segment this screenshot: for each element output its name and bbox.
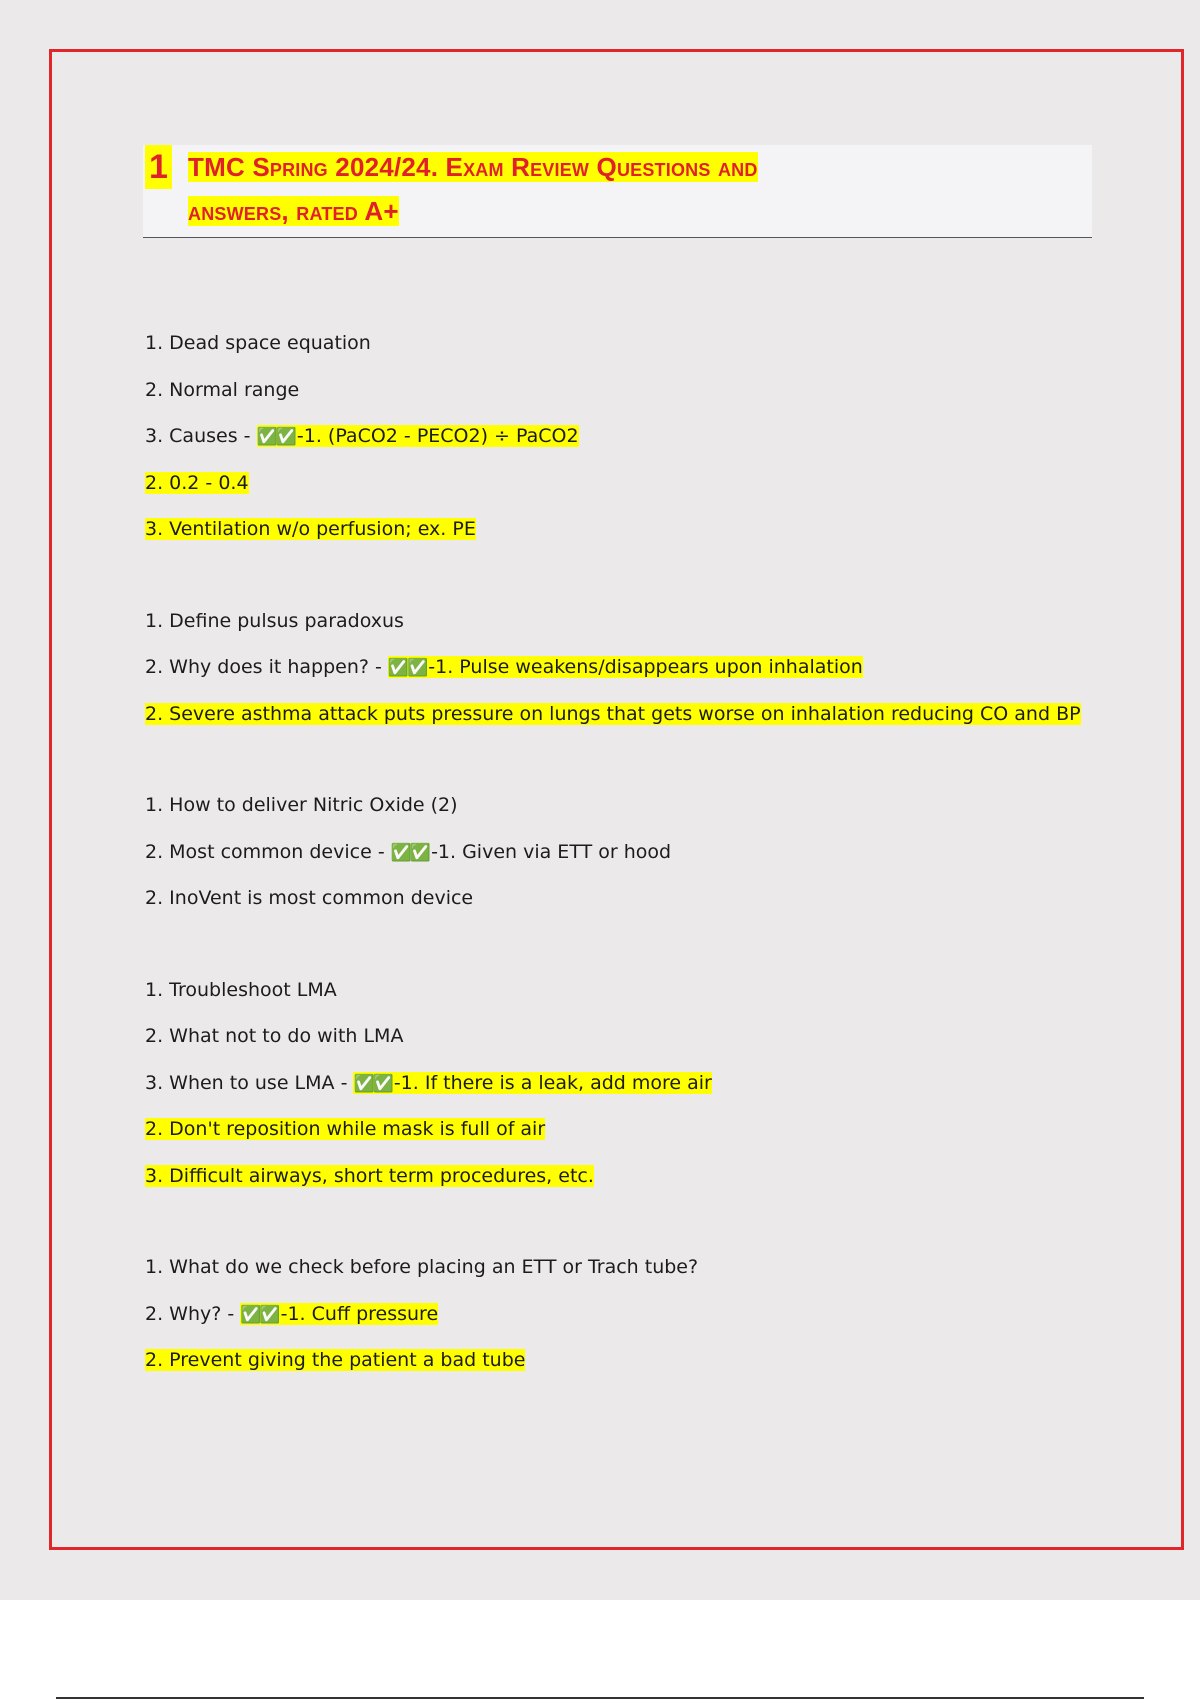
answer-text: 2. Don't reposition while mask is full of air — [145, 1118, 546, 1140]
qa-line — [145, 1063, 1065, 1110]
title-line-2: answers, rated A+ — [188, 196, 399, 226]
check-icon: ✅✅ — [390, 842, 430, 863]
qa-line — [145, 370, 1065, 417]
qa-line — [145, 1156, 1065, 1203]
qa-line — [145, 463, 1065, 510]
check-icon: ✅✅ — [256, 427, 295, 447]
question-text: 1. Dead space equation — [145, 332, 371, 354]
qa-block — [145, 601, 1081, 741]
question-text: 1. How to deliver Nitric Oxide (2) — [145, 794, 458, 816]
qa-block — [145, 785, 1065, 925]
title-line-1: TMC Spring 2024/24. Exam Review Questions and — [188, 152, 758, 182]
question-text: 3. When to use LMA - — [145, 1071, 354, 1094]
answer-text: 2. Severe asthma attack puts pressure on lungs that gets worse on inhalation reducing CO and BP — [145, 702, 1081, 725]
question-text: 2. Why does it happen? - — [145, 656, 388, 678]
answer-highlight — [240, 1303, 438, 1325]
answer-text: -1. Pulse weakens/disappears upon inhalation — [428, 656, 863, 678]
qa-line — [145, 878, 1065, 925]
qa-line — [145, 1294, 1065, 1341]
question-text: 2. Why? - — [145, 1302, 241, 1325]
answer-highlight — [145, 1118, 545, 1140]
qa-line — [145, 601, 1065, 648]
answer-highlight — [353, 1072, 711, 1094]
answer-text: 3. Ventilation w/o perfusion; ex. PE — [145, 518, 476, 540]
question-text: 1. What do we check before placing an ETT or Trach tube? — [145, 1256, 699, 1278]
question-text: 1. Define pulsus paradoxus — [145, 609, 404, 632]
heading-number: 1 — [145, 145, 172, 189]
answer-text: -1. (PaCO2 - PECO2) ÷ PaCO2 — [296, 425, 579, 447]
qa-line — [145, 1340, 1065, 1387]
qa-line — [145, 1109, 1065, 1156]
answer-text: -1. Cuff pressure — [280, 1302, 439, 1325]
answer-highlight — [145, 1349, 525, 1371]
answer-highlight — [145, 703, 1081, 725]
answer-highlight — [145, 518, 476, 540]
footer-rule — [56, 1697, 1144, 1699]
question-text: 2. What not to do with LMA — [145, 1025, 404, 1047]
qa-block — [145, 323, 1065, 556]
answer-text: 2. 0.2 - 0.4 — [145, 471, 249, 494]
qa-line — [145, 416, 1065, 463]
qa-line — [145, 647, 1065, 694]
qa-line — [145, 509, 1065, 556]
check-icon: ✅✅ — [387, 658, 427, 678]
qa-line — [145, 694, 1081, 741]
answer-text: 2. Prevent giving the patient a bad tube — [145, 1349, 526, 1371]
qa-line — [145, 832, 1065, 879]
answer-highlight — [145, 1165, 594, 1187]
answer-highlight — [257, 425, 579, 447]
document-title — [188, 145, 1068, 233]
qa-block — [145, 1247, 1065, 1387]
check-icon: ✅✅ — [240, 1304, 279, 1325]
question-text: 2. Normal range — [145, 378, 300, 401]
question-text: 1. Troubleshoot LMA — [145, 978, 337, 1001]
answer-highlight — [388, 656, 863, 678]
answer-text: 3. Difficult airways, short term procedures, etc. — [145, 1164, 594, 1187]
qa-line — [145, 785, 1065, 832]
question-text: 2. Most common device - — [145, 840, 391, 863]
qa-line — [145, 970, 1065, 1017]
question-text: 2. InoVent is most common device — [145, 887, 474, 909]
answer-text: -1. Given via ETT or hood — [431, 840, 672, 863]
question-text: 3. Causes - — [145, 425, 257, 447]
qa-line — [145, 1247, 1065, 1294]
qa-line — [145, 1016, 1065, 1063]
qa-block — [145, 970, 1065, 1203]
qa-line — [145, 323, 1065, 370]
question-list — [145, 323, 1081, 1432]
check-icon: ✅✅ — [353, 1073, 392, 1094]
answer-text: -1. If there is a leak, add more air — [393, 1071, 712, 1094]
answer-highlight — [145, 472, 249, 494]
